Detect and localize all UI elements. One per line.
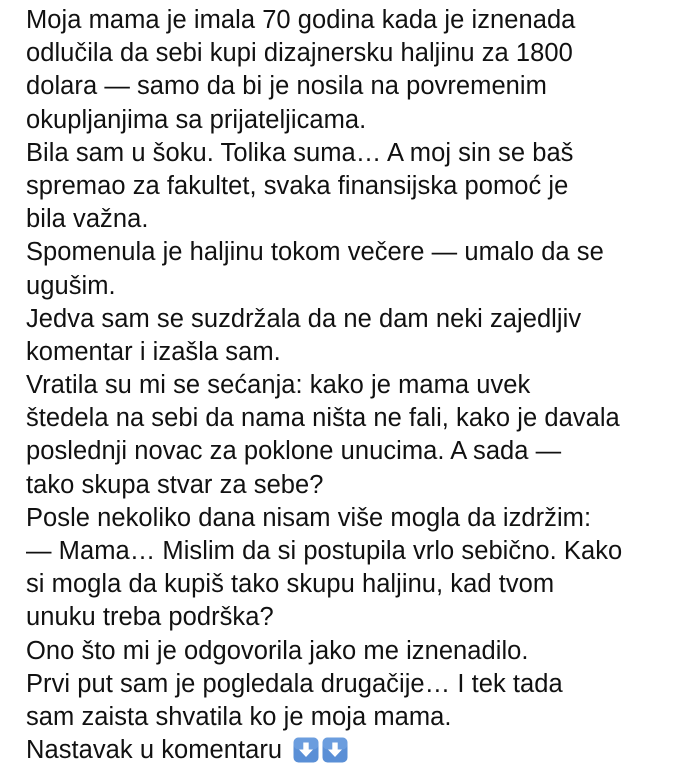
post-line: Posle nekoliko dana nisam više mogla da izdržim:	[26, 503, 592, 532]
post-text	[26, 4, 690, 767]
post-line-last	[26, 734, 690, 767]
post-line: Spomenula je haljinu tokom večere — umalo da se	[26, 238, 604, 267]
post-line: Ono što mi je odgovorila jako me iznenadilo.	[26, 636, 529, 665]
trailing-emojis	[293, 737, 351, 772]
post-line: Bila sam u šoku. Tolika suma… A moj sin se baš	[26, 138, 574, 167]
post-line: bila važna.	[26, 205, 149, 234]
post-line: spremao za fakultet, svaka finansijska pomoć je	[26, 171, 569, 200]
continue-in-comments-text: Nastavak u komentaru	[26, 736, 283, 765]
post-line: poslednji novac za poklone unucima. A sada —	[26, 437, 562, 466]
post-line: okupljanjima sa prijateljicama.	[26, 105, 367, 134]
post-line: Moja mama je imala 70 godina kada je iznenada	[26, 6, 576, 34]
down-arrow-emoji-icon	[322, 737, 348, 763]
post-line: sam zaista shvatila ko je moja mama.	[26, 702, 452, 731]
post-line: tako skupa stvar za sebe?	[26, 470, 324, 499]
post-line: ugušim.	[26, 271, 116, 300]
post-line: Jedva sam se suzdržala da ne dam neki zajedljiv	[26, 304, 582, 333]
post-line: si mogla da kupiš tako skupu haljinu, kad tvom	[26, 570, 555, 599]
post-line: Prvi put sam je pogledala drugačije… I tek tada	[26, 669, 563, 698]
post-line: Vratila su mi se sećanja: kako je mama uvek	[26, 371, 531, 400]
post-line: komentar i izašla sam.	[26, 337, 281, 366]
post-line: dolara — samo da bi je nosila na povremenim	[26, 72, 547, 101]
post-line: štedela na sebi da nama ništa ne fali, kako je davala	[26, 404, 620, 433]
down-arrow-emoji-icon	[293, 737, 319, 763]
post-line: odlučila da sebi kupi dizajnersku haljinu za 1800	[26, 39, 573, 68]
post-line: — Mama… Mislim da si postupila vrlo sebično. Kako	[26, 537, 623, 565]
post-line: unuku treba podrška?	[26, 603, 274, 632]
